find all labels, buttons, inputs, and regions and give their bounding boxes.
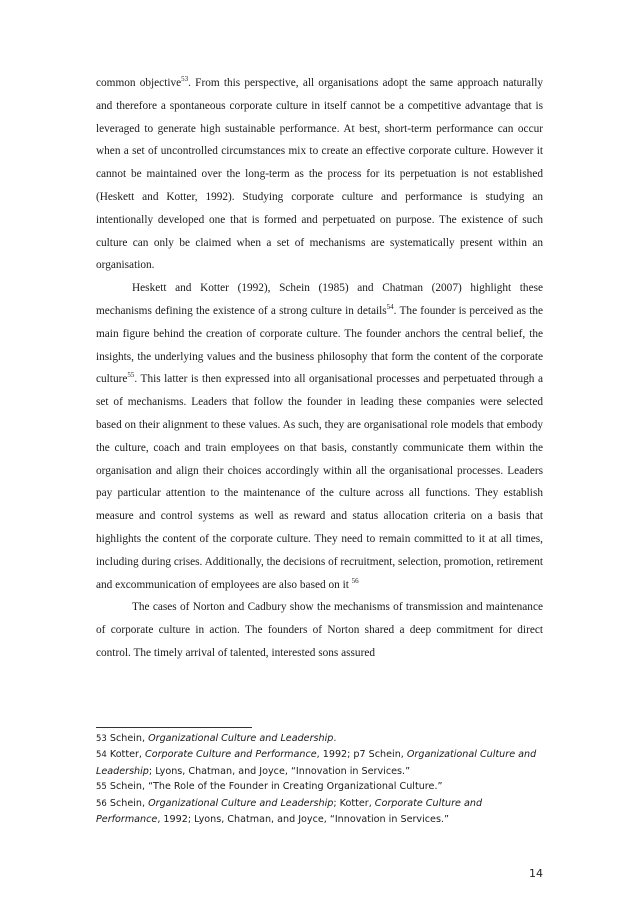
footnote-title: Organizational Culture and Leadership (148, 797, 334, 809)
footnote-text: , 1992; p7 Schein, (316, 749, 407, 761)
footnote-text: ; Kotter, (333, 797, 375, 809)
paragraph-text: . The founder is perceived as the main figure behind the creation of corporate culture. The founder anchors the central belief, the insights, the underlying values and the business philosophy that form the content of the corporate culture (96, 304, 543, 386)
paragraph (96, 596, 543, 664)
footnotes (96, 731, 543, 827)
footnote-reference: 56 (351, 576, 359, 585)
footnote-title: Organizational Culture and Leadership (96, 749, 537, 777)
footnote-title: Organizational Culture and Leadership (148, 733, 334, 744)
paragraph-text: . This latter is then expressed into all organisational processes and perpetuated through a set of mechanisms. Leaders that follow the founder in leading these companies were selected based on their alignment to these values. As such, they are organisational role models that embody the culture, coach and train employees on that basis, constantly communicate them within the organisation and align their choices accordingly within all the organisational processes. Leaders pay particular attention to the maintenance of the culture across all functions. They establish measure and control systems as well as reward and status allocation criteria on a basis that highlights the content of the corporate culture. They need to remain committed to it at all times, including during crises. Additionally, the decisions of recruitment, selection, promotion, retirement and excommunication of employees are also based on it (96, 373, 543, 591)
footnote-number: 55 (96, 782, 107, 793)
paragraph-text: Heskett and Kotter (1992), Schein (1985) and Chatman (2007) highlight these mechanisms defining the existence of a strong culture in details (96, 282, 543, 317)
footnote-number: 54 (96, 750, 107, 761)
paragraph (96, 277, 543, 596)
page-number: 14 (529, 867, 543, 880)
footnote-divider (96, 727, 252, 728)
paragraph-text: common objective (96, 77, 182, 89)
footnote-text: , 1992; Lyons, Chatman, and Joyce, “Innovation in Services.” (157, 814, 449, 826)
footnote-reference: 55 (127, 371, 135, 380)
footnote-reference: 53 (181, 75, 189, 84)
paragraph-text: . From this perspective, all organisations adopt the same approach naturally and therefore a spontaneous corporate culture in itself cannot be a competitive advantage that is leveraged to generate high sustainable performance. At best, short-term performance can occur when a set of uncontrolled circumstances mix to create an effective corporate culture. However it cannot be maintained over the long-term as the process for its perpetuation is not established (Heskett and Kotter, 1992). Studying corporate culture and performance is studying an intentionally developed one that is formed and perpetuated on purpose. The existence of such culture can only be claimed when a set of mechanisms are systematically present within an organisation. (96, 77, 543, 272)
paragraph-text: The cases of Norton and Cadbury show the mechanisms of transmission and maintenance of corporate culture in action. The founders of Norton shared a deep commitment for direct control. The timely arrival of talented, interested sons assured (96, 601, 543, 659)
footnote-text: . (333, 733, 337, 744)
footnote-number: 53 (96, 734, 107, 744)
footnote-text: Schein, “The Role of the Founder in Creating Organizational Culture.” (106, 781, 443, 793)
footnote-text: Kotter, (106, 749, 146, 761)
footnote-text: ; Lyons, Chatman, and Joyce, “Innovation in Services.” (148, 765, 411, 777)
footnote-53 (96, 731, 543, 747)
footnote-55 (96, 779, 543, 795)
footnote-text: Schein, (106, 733, 149, 744)
paragraph (96, 72, 543, 277)
footnote-number: 56 (96, 798, 107, 809)
footnote-title: Corporate Culture and Performance (145, 749, 317, 761)
body-text (96, 72, 543, 665)
footnote-title: Corporate Culture and Performance (96, 797, 483, 826)
footnote-54 (96, 747, 543, 779)
footnote-text: Schein, (106, 797, 149, 809)
footnote-56 (96, 796, 543, 828)
footnote-reference: 54 (386, 303, 394, 312)
